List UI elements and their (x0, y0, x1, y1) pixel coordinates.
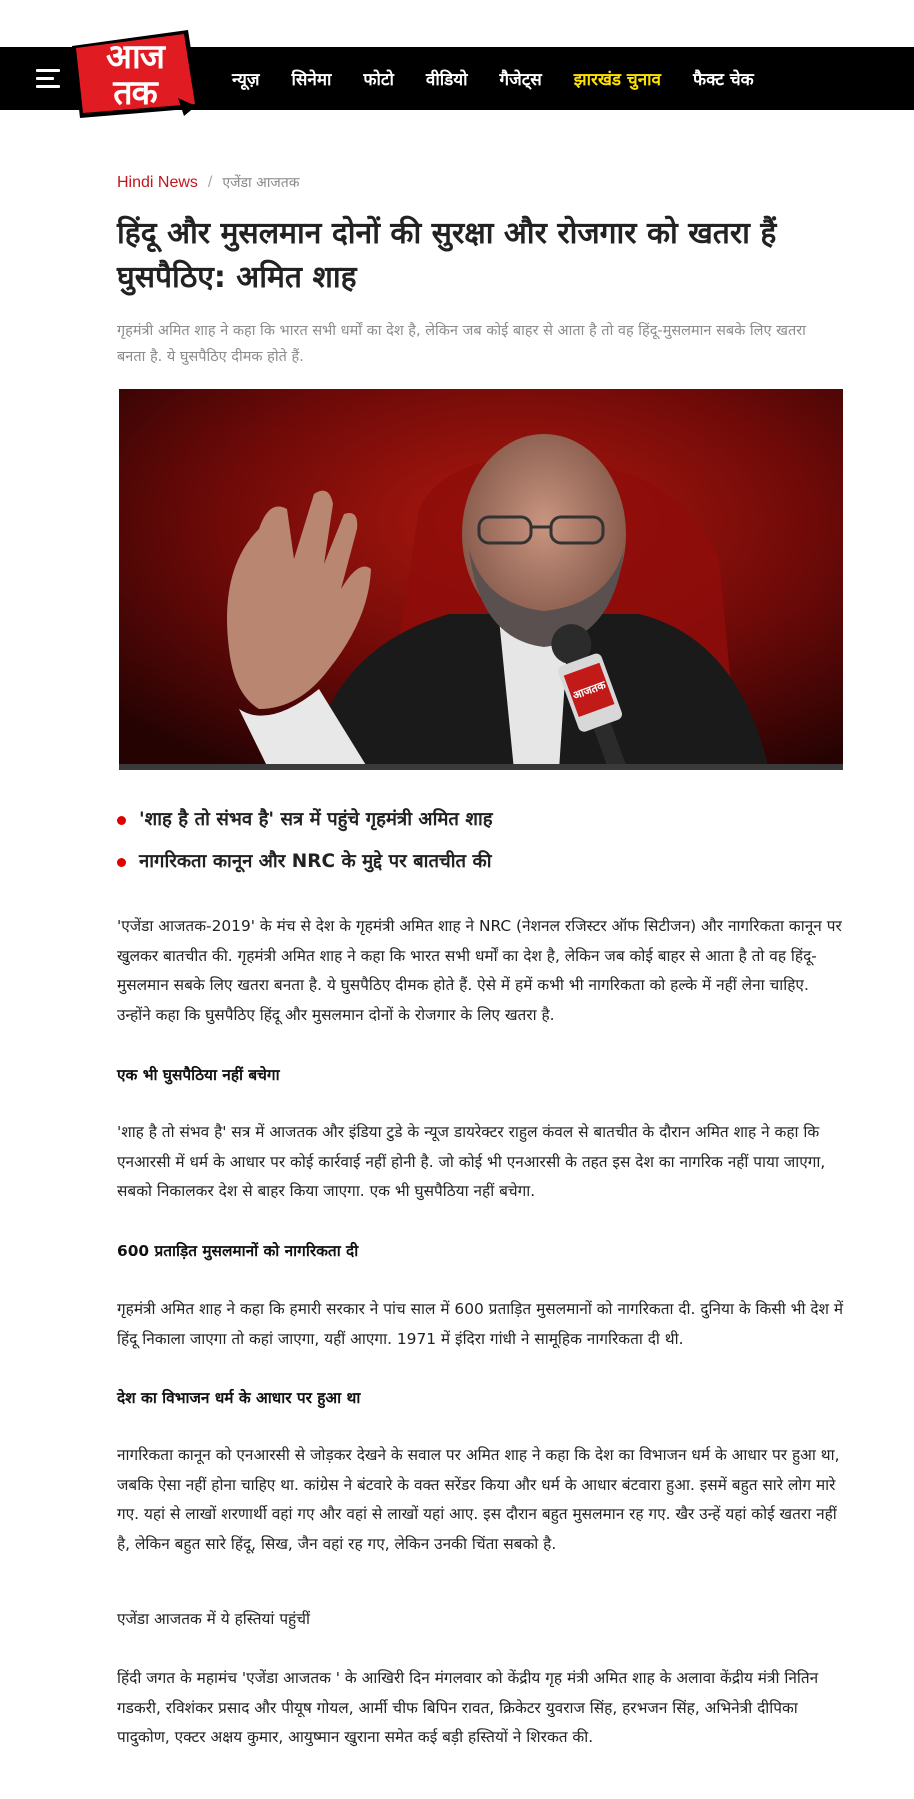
nav-item-gadgets[interactable]: गैजेट्स (499, 70, 542, 90)
article-subheading-plain: एजेंडा आजतक में ये हस्तियां पहुंचीं (117, 1610, 310, 1628)
nav-item-video[interactable]: वीडियो (425, 70, 468, 90)
highlight-item: नागरिकता कानून और NRC के मुद्दे पर बातचीत की (117, 850, 837, 874)
breadcrumb (117, 173, 300, 192)
bullet-dot-icon (117, 858, 126, 867)
article-body (117, 912, 847, 1030)
article-subheading: 600 प्रताड़ित मुसलमानों को नागरिकता दी (117, 1242, 359, 1260)
article-subheading: एक भी घुसपैठिया नहीं बचेगा (117, 1066, 280, 1084)
article-subheading: देश का विभाजन धर्म के आधार पर हुआ था (117, 1389, 361, 1407)
article-highlights (117, 808, 837, 892)
mic-label: आजतक (571, 678, 608, 703)
nav-item-fact-check[interactable]: फैक्ट चेक (692, 70, 754, 90)
breadcrumb-home-link[interactable]: Hindi News (117, 174, 198, 191)
article-paragraph: हिंदी जगत के महामंच 'एजेंडा आजतक ' के आखिरी दिन मंगलवार को केंद्रीय गृह मंत्री अमित शाह के अलावा केंद्रीय मंत्री नितिन गडकरी, रविशंकर प्रसाद और पीयूष गोयल, आर्मी चीफ बिपिन रावत, क्रिकेटर युवराज सिंह, हरभजन सिंह, अभिनेत्री दीपिका पादुकोण, एक्टर अक्षय कुमार, आयुष्मान खुराना समेत कई बड़ी हस्तियों ने शिरकत की. (117, 1669, 819, 1746)
highlight-item: 'शाह है तो संभव है' सत्र में पहुंचे गृहमंत्री अमित शाह (117, 808, 837, 832)
nav-item-photo[interactable]: फोटो (363, 70, 394, 90)
article-paragraph: 'शाह है तो संभव है' सत्र में आजतक और इंडिया टुडे के न्यूज डायरेक्टर राहुल कंवल से बातचीत के दौरान अमित शाह ने कहा कि एनआरसी में धर्म के आधार पर कोई कार्रवाई नहीं होनी है. जो कोई भी एनआरसी के तहत इस देश का नागरिक नहीं पाया जाएगा, सबको निकालकर देश से बाहर किया जाएगा. एक भी घुसपैठिया नहीं बचेगा. (117, 1123, 826, 1200)
article-summary: गृहमंत्री अमित शाह ने कहा कि भारत सभी धर्मों का देश है, लेकिन जब कोई बाहर से आता है तो वह हिंदू-मुसलमान सबके लिए खतरा बनता है. ये घुसपैठिए दीमक होते हैं. (117, 323, 806, 365)
article-headline: हिंदू और मुसलमान दोनों की सुरक्षा और रोजगार को खतरा हैं घुसपैठिए: अमित शाह (117, 216, 777, 295)
nav-item-news[interactable]: न्यूज़ (232, 70, 260, 90)
hamburger-menu-icon[interactable] (36, 69, 60, 89)
article-paragraph: नागरिकता कानून को एनआरसी से जोड़कर देखने के सवाल पर अमित शाह ने कहा कि देश का विभाजन धर्म के आधार पर हुआ था, जबकि ऐसा नहीं होना चाहिए था. कांग्रेस ने बंटवारे के वक्त सरेंडर किया और धर्म के आधार बंटवारा हुआ. इसमें बहुत सारे लोग मारे गए. यहां से लाखों शरणार्थी वहां गए और वहां से लाखों यहां आए. इस दौरान बहुत मुसलमान रह गए. खैर उन्हें यहां कोई खतरा नहीं है, लेकिन बहुत सारे हिंदू, सिख, जैन वहां रह गए, लेकिन उनकी चिंता सबको है. (117, 1446, 840, 1553)
main-nav (232, 47, 786, 110)
nav-item-jharkhand-election[interactable]: झारखंड चुनाव (573, 70, 661, 90)
hero-photo-illustration (119, 389, 843, 770)
article-paragraph: गृहमंत्री अमित शाह ने कहा कि हमारी सरकार ने पांच साल में 600 प्रताड़ित मुसलमानों को नागरिकता दी. दुनिया के किसी भी देश में हिंदू निकाला जाएगा तो कहां जाएगा, यहीं आएगा. 1971 में इंदिरा गांधी ने सामूहिक नागरिकता दी थी. (117, 1300, 844, 1348)
bullet-dot-icon (117, 816, 126, 825)
article-hero-image (119, 389, 843, 770)
breadcrumb-separator: / (207, 174, 213, 191)
aajtak-logo[interactable] (68, 26, 204, 122)
logo-line-aaj: आज (106, 37, 164, 77)
logo-line-tak: तक (113, 73, 157, 113)
breadcrumb-current[interactable]: एजेंडा आजतक (222, 175, 300, 191)
article-paragraph: 'एजेंडा आजतक-2019' के मंच से देश के गृहमंत्री अमित शाह ने NRC (नेशनल रजिस्टर ऑफ सिटीजन) और नागरिकता कानून पर खुलकर बातचीत की. गृहमंत्री अमित शाह ने कहा कि भारत सभी धर्मों का देश है, लेकिन जब कोई बाहर से आता है तो वह हिंदू-मुसलमान सबके लिए खतरा बनता है. ये घुसपैठिए दीमक होते हैं. ऐसे में हमें कभी भी नागरिकता को हल्के में नहीं लेना चाहिए. उन्होंने कहा कि घुसपैठिए हिंदू और मुसलमान दोनों के रोजगार के लिए खतरा है. (117, 917, 842, 1024)
nav-item-cinema[interactable]: सिनेमा (291, 70, 332, 90)
